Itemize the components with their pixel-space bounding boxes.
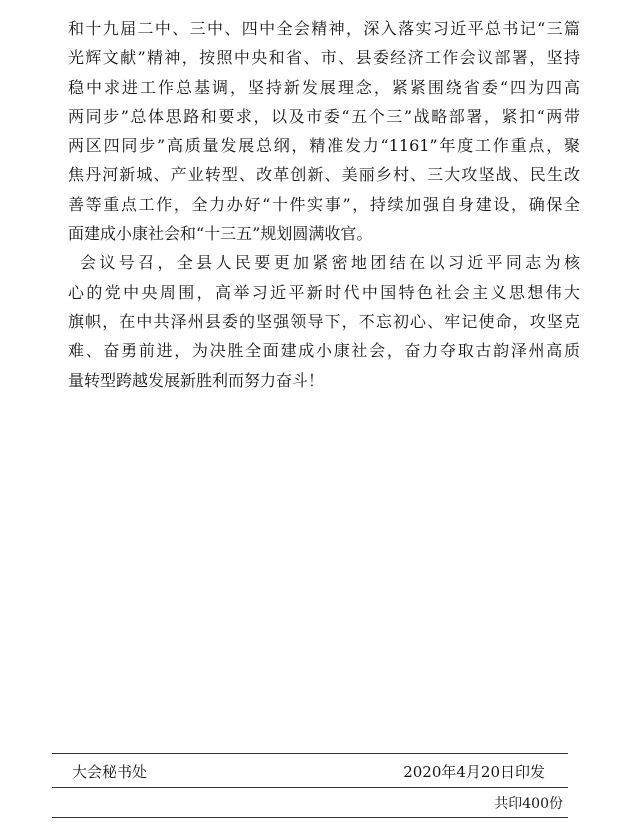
- text-line: 会议号召，全县人民要更加紧密地团结在以习近平同志为核: [80, 253, 580, 273]
- issue-date: 2020年4月20日印发: [403, 763, 545, 781]
- footer-middle-rule: [52, 787, 568, 788]
- document-body: [68, 14, 580, 395]
- text-line: 焦丹河新城、产业转型、改革创新、美丽乡村、三大攻坚战、民生改: [68, 165, 580, 185]
- text-line: 心的党中央周围，高举习近平新时代中国特色社会主义思想伟大: [68, 282, 580, 302]
- text-line: 稳中求进工作总基调，坚持新发展理念，紧紧围绕省委“四为四高: [68, 77, 580, 97]
- text-line: 和十九届二中、三中、四中全会精神，深入落实习近平总书记“三篇: [68, 19, 580, 38]
- text-line: 旗帜，在中共泽州县委的坚强领导下，不忘初心、牢记使命，攻坚克: [68, 311, 580, 331]
- print-count: 共印400份: [494, 796, 563, 812]
- footer-bottom-rule: [52, 817, 568, 818]
- text-line: 善等重点工作，全力办好“十件实事”，持续加强自身建设，确保全: [68, 194, 580, 214]
- text-line: 光辉文献”精神，按照中央和省、市、县委经济工作会议部署，坚持: [68, 48, 580, 68]
- issuer-label: 大会秘书处: [72, 763, 148, 781]
- text-line: 难、奋勇前进，为决胜全面建成小康社会，奋力夺取古韵泽州高质: [68, 341, 580, 361]
- text-line: 两区四同步”高质量发展总纲，精准发力“1161”年度工作重点，聚: [68, 136, 580, 156]
- text-line: 两同步”总体思路和要求，以及市委“五个三”战略部署，紧扣“两带: [68, 106, 580, 126]
- footer-top-rule: [52, 753, 568, 754]
- paragraph: [68, 248, 580, 394]
- text-line: 量转型跨越发展新胜利而努力奋斗！: [68, 370, 325, 390]
- text-line: 面建成小康社会和“十三五”规划圆满收官。: [68, 224, 373, 244]
- paragraph: [68, 14, 580, 248]
